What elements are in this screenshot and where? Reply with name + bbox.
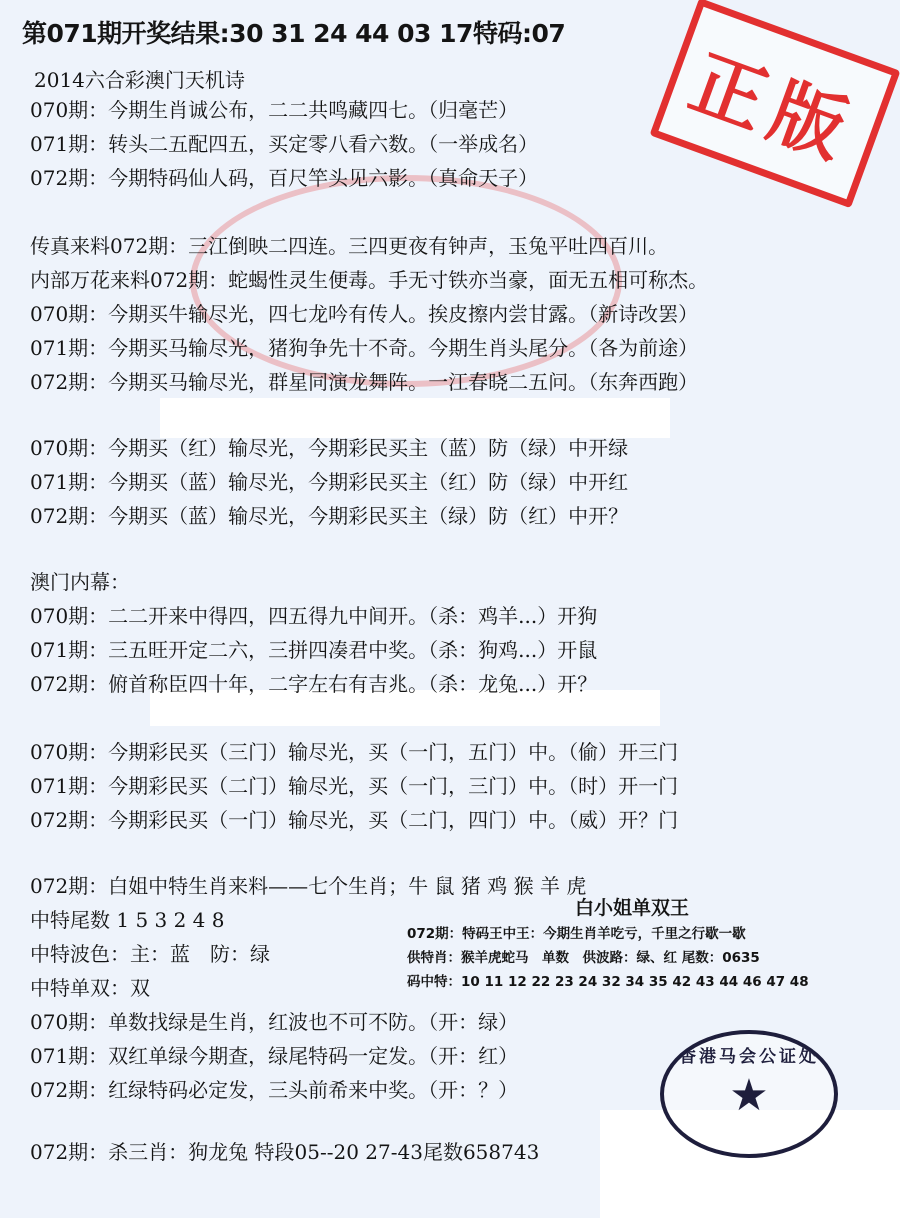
color-line: 070期：今期买（红）输尽光，今期彩民买主（蓝）防（绿）中开绿 (30, 436, 629, 460)
official-seal (660, 1030, 838, 1158)
hint-line: 072期：红绿特码必定发，三头前希来中奖。（开：？） (30, 1078, 519, 1102)
gate-line: 072期：今期彩民买（一门）输尽光，买（二门，四门）中。（威）开？门 (30, 808, 679, 832)
draw-result-headline: 第071期开奖结果:30 31 24 44 03 17特码:07 (22, 19, 566, 48)
tail-number-line: 中特尾数 1 5 3 2 4 8 (30, 908, 225, 932)
gate-line: 071期：今期彩民买（二门）输尽光，买（一门，三门）中。（时）开一门 (30, 774, 679, 798)
box-line: 供特肖：猴羊虎蛇马 单数 供波路：绿、红 尾数：0635 (407, 950, 760, 966)
seal-text: 香港马会公证处 (679, 1047, 819, 1067)
box-line: 072期：特码王中王：今期生肖羊吃亏，千里之行歇一歇 (407, 926, 746, 942)
poem-line: 072期：今期特码仙人码，百尺竿头见六影。（真命天子） (30, 166, 539, 190)
hint-line: 071期：双红单绿今期查，绿尾特码一定发。（开：红） (30, 1044, 519, 1068)
stamp-text: 正版 (679, 39, 867, 178)
fax-line: 传真来料072期：三江倒映二四连。三四更夜有钟声，玉兔平吐四百川。 (30, 234, 669, 258)
color-line: 072期：今期买（蓝）输尽光，今期彩民买主（绿）防（红）中开？ (30, 504, 629, 528)
buy-line: 072期：今期买马输尽光，群星同演龙舞阵。一江春晓二五问。（东奔西跑） (30, 370, 699, 394)
macau-line: 071期：三五旺开定二六，三拼四凑君中奖。（杀：狗鸡...）开鼠 (30, 638, 598, 662)
zodiac-line: 072期：白姐中特生肖来料——七个生肖；牛 鼠 猪 鸡 猴 羊 虎 (30, 874, 587, 898)
hint-line: 070期：单数找绿是生肖，红波也不可不防。（开：绿） (30, 1010, 519, 1034)
section-title: 2014六合彩澳门天机诗 (34, 68, 245, 92)
buy-line: 070期：今期买牛输尽光，四七龙吟有传人。挨皮擦内尝甘露。（新诗改罢） (30, 302, 699, 326)
color-line: 071期：今期买（蓝）输尽光，今期彩民买主（红）防（绿）中开红 (30, 470, 629, 494)
box-line: 码中特：10 11 12 22 23 24 32 34 35 42 43 44 46 47 48 (407, 974, 809, 990)
poem-line: 071期：转头二五配四五，买定零八看六数。（一举成名） (30, 132, 539, 156)
genuine-stamp (649, 0, 900, 208)
blank-patch (160, 398, 670, 438)
odd-even-line: 中特单双：双 (30, 976, 150, 1000)
wave-color-line: 中特波色：主：蓝 防：绿 (30, 942, 270, 966)
gate-line: 070期：今期彩民买（三门）输尽光，买（一门，五门）中。（偷）开三门 (30, 740, 679, 764)
kill-zodiac-line: 072期：杀三肖：狗龙兔 特段05--20 27-43尾数658743 (30, 1140, 540, 1164)
star-icon: ★ (729, 1070, 769, 1121)
macau-line: 072期：俯首称臣四十年，二字左右有吉兆。（杀：龙兔...）开？ (30, 672, 598, 696)
insider-line: 内部万花来料072期：蛇蝎性灵生便毒。手无寸铁亦当豪，面无五相可称杰。 (30, 268, 709, 292)
section-title: 澳门内幕： (30, 570, 130, 594)
macau-line: 070期：二二开来中得四，四五得九中间开。（杀：鸡羊...）开狗 (30, 604, 598, 628)
buy-line: 071期：今期买马输尽光，猪狗争先十不奇。今期生肖头尾分。（各为前途） (30, 336, 699, 360)
poem-line: 070期：今期生肖诚公布，二二共鸣藏四七。（归毫芒） (30, 98, 519, 122)
box-title: 白小姐单双王 (575, 897, 690, 919)
